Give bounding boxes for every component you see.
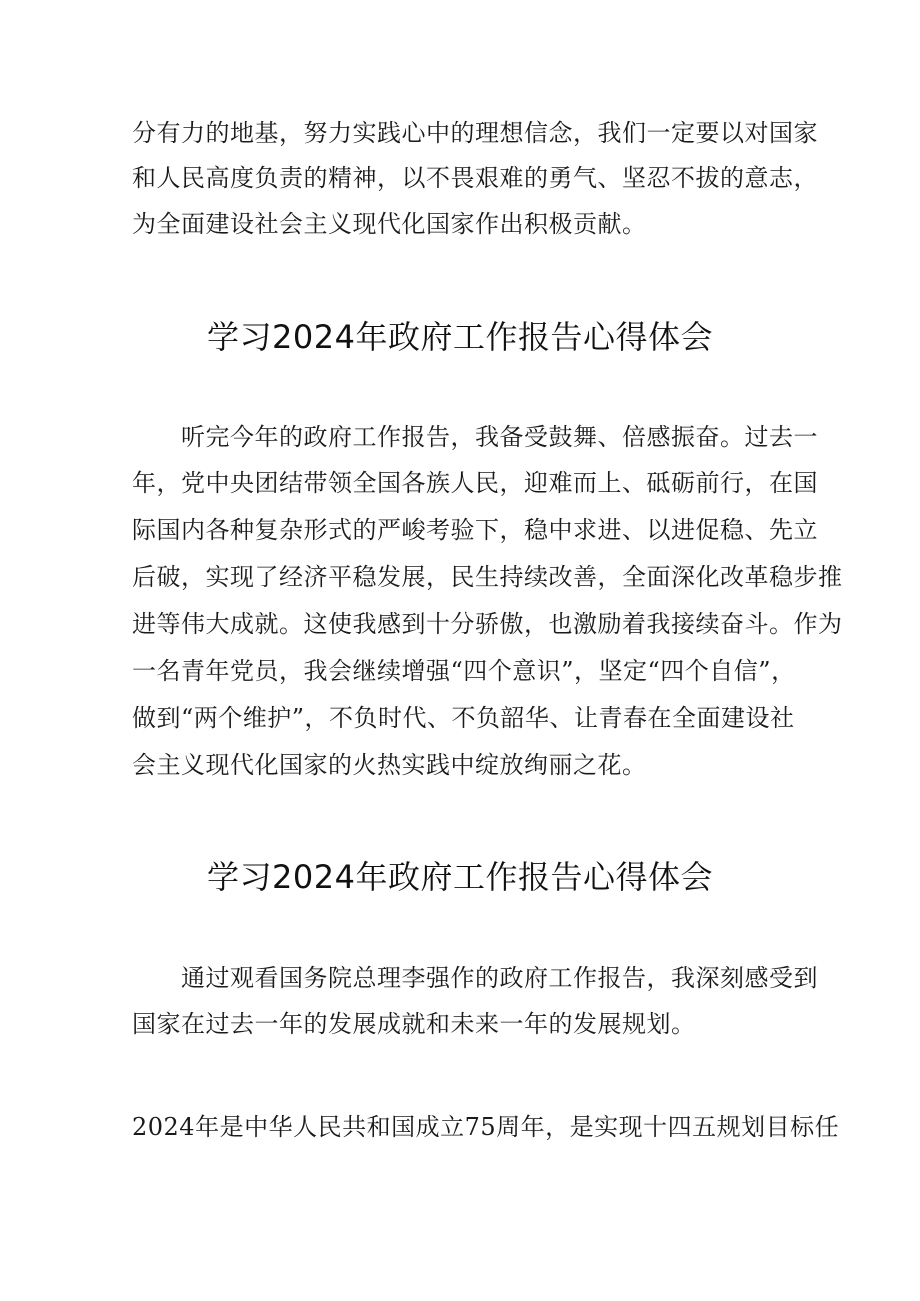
section-heading: 学习2024年政府工作报告心得体会	[207, 318, 713, 356]
paragraph-line: 国家在过去一年的发展成就和未来一年的发展规划。	[132, 1010, 696, 1038]
paragraph-line: 和人民高度负责的精神，以不畏艰难的勇气、坚忍不拔的意志，	[132, 164, 818, 192]
paragraph-line: 年，党中央团结带领全国各族人民，迎难而上、砥砺前行，在国	[132, 469, 818, 497]
paragraph-line: 为全面建设社会主义现代化国家作出积极贡献。	[132, 210, 647, 238]
paragraph-line: 后破，实现了经济平稳发展，民生持续改善，全面深化改革稳步推	[132, 563, 843, 591]
paragraph-line: 会主义现代化国家的火热实践中绽放绚丽之花。	[132, 751, 647, 779]
paragraph-line: 际国内各种复杂形式的严峻考验下，稳中求进、以进促稳、先立	[132, 516, 818, 544]
paragraph-line: 做到“两个维护”，不负时代、不负韶华、让青春在全面建设社	[132, 704, 795, 732]
paragraph-line: 听完今年的政府工作报告，我备受鼓舞、倍感振奋。过去一	[181, 423, 818, 451]
paragraph-line: 进等伟大成就。这使我感到十分骄傲，也激励着我接续奋斗。作为	[132, 610, 843, 638]
paragraph-line: 2024年是中华人民共和国成立75周年，是实现十四五规划目标任	[132, 1113, 840, 1141]
paragraph-line: 分有力的地基，努力实践心中的理想信念，我们一定要以对国家	[132, 119, 818, 147]
paragraph-line: 一名青年党员，我会继续增强“四个意识”，坚定“四个自信”，	[132, 657, 796, 685]
section-heading: 学习2024年政府工作报告心得体会	[207, 858, 713, 896]
paragraph-line: 通过观看国务院总理李强作的政府工作报告，我深刻感受到	[181, 964, 818, 992]
